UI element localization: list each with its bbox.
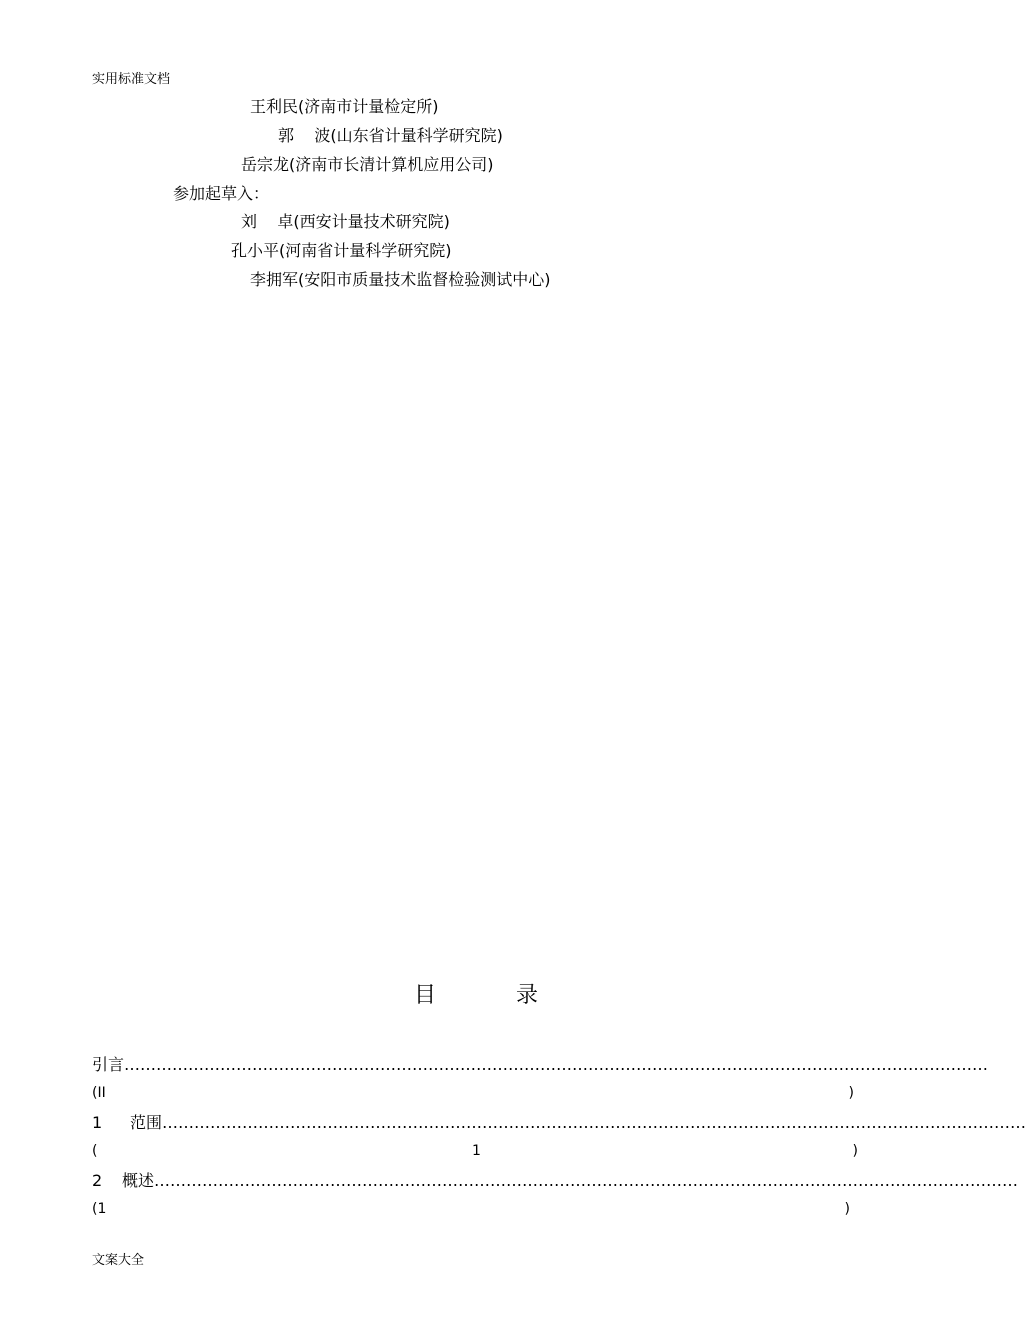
toc-leader-dots: ……………………………………………………………………………………………………………………………………………… [154,1171,1019,1190]
contributor-line: 郭 波(山东省计量科学研究院) [278,126,503,145]
toc-entry-number: 1 [92,1113,103,1132]
page-footer: 文案大全 [92,1253,145,1268]
contributor-line: 岳宗龙(济南市长清计算机应用公司) [241,155,494,174]
participant-line: 孔小平(河南省计量科学研究院) [231,241,452,260]
toc-entry[interactable] [92,1171,1019,1191]
toc-title-left: 目 [414,983,437,1008]
participant-line: 刘 卓(西安计量技术研究院) [241,212,450,231]
participants-label: 参加起草入： [173,184,270,203]
toc-title-right: 录 [516,983,539,1008]
toc-entry[interactable] [92,1113,1026,1133]
toc-entry-number: 2 [92,1171,103,1190]
contributor-line: 王利民(济南市计量检定所) [250,97,439,116]
participant-line: 李拥军(安阳市质量技术监督检验测试中心) [250,270,551,289]
toc-entry-title: 概述 [122,1171,155,1190]
toc-leader-dots: ……………………………………………………………………………………………………………………………………………… [162,1113,1026,1132]
page-header: 实用标准文档 [92,72,171,87]
toc-leader-dots: ……………………………………………………………………………………………………………………………………………… [124,1055,989,1074]
toc-entry-title: 范围 [130,1113,163,1132]
toc-entry-title: 引言 [92,1055,125,1074]
toc-entry[interactable] [92,1055,989,1075]
